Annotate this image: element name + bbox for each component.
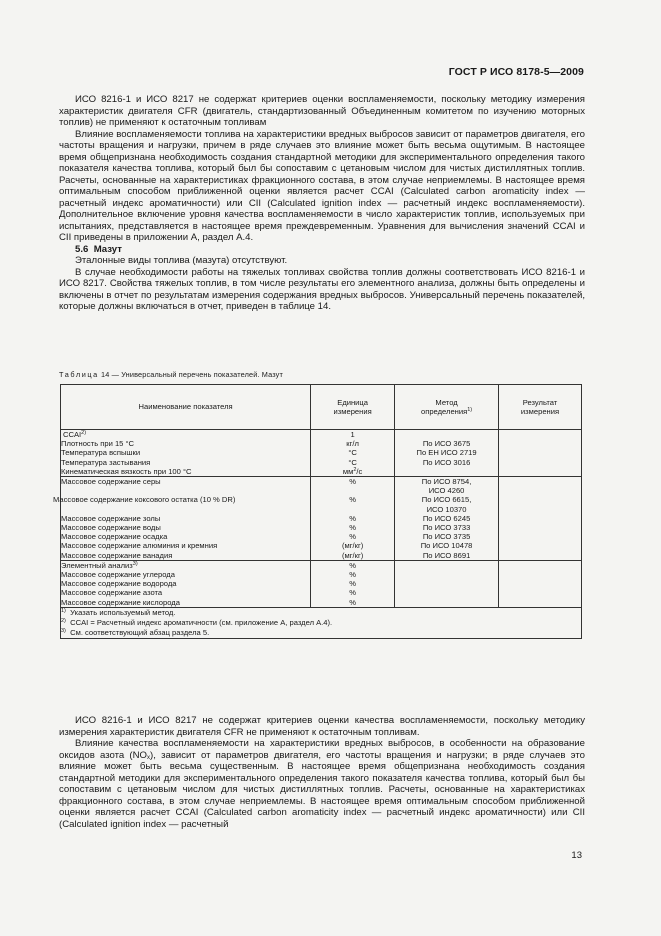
table-row-group-2: Массовое содержание серы Массовое содержание коксового остатка (10 % DR) Массовое содержание золы Массовое содержание воды Массовое содержание осадка Массовое содержание алюминия и кремния Массовое содержание ванадия % % % % % (мг/кг) (мг/кг) По ИСО 8754, ИСО 4260 По ИСО 6615, ИСО 10370 По ИСО 6245 По ИСО 3733 По ИСО 3735 По ИСО 10478 По ИСО 8691: [61, 477, 582, 561]
table-header-row: [61, 385, 582, 430]
col-header-unit: Единица измерения: [311, 385, 395, 430]
col-header-result: Результат измерения: [499, 385, 582, 430]
page-number: 13: [571, 850, 582, 861]
table-row-group-3: Элементный анализ$^{3)}$ Массовое содержание углерода Массовое содержание водорода Массовое содержание азота Массовое содержание кислорода % % % % %: [61, 560, 582, 607]
section-heading: [59, 244, 585, 256]
bottom-text-block: [59, 715, 585, 830]
footnote: $^{1)}$ Указать используемый метод.: [61, 607, 176, 617]
footnote: $^{3)}$ См. соответствующий абзац раздела 5.: [61, 627, 210, 637]
fuel-properties-table: [53, 384, 582, 639]
paragraph: Влияние качества воспламеняемости на характеристики вредных выбросов, в особенности на образование оксидов азота $(NO_x)$, зависит от параметров двигателя, его частоты вращения и нагрузки; в ряде случаев это влияние может быть весьма существенным. В настоящее время общепризнана необходимость создания стандартной методики для экспериментального определения такого показателя качества топлива, который был бы сопоставим с цетановым числом для чистых дистиллятных топлив. Расчеты, основанные на характеристиках фракционного состава, в этом случае неприемлемы. В настоящее время оптимальным способом приближенной оценки является расчет CCAI (Calculated carbon aromaticity index — расчетный индекс ароматичности) или CII (Calculated ignition index — расчетный: [59, 738, 585, 830]
table-notes-row: [61, 607, 582, 638]
paragraph: Эталонные виды топлива (мазута) отсутствуют.: [75, 255, 288, 266]
paragraph: ИСО 8216-1 и ИСО 8217 не содержат критериев оценки воспламеняемости, поскольку методику измерения характеристик двигателя CFR (двигатель, стандартизованный Объединенным комитетом по изучению моторных топлив) не применяют к остаточным топливам: [59, 94, 585, 128]
col-header-method: Метод определения$^{1)}$: [395, 385, 499, 430]
table-caption: Таблица 14 — Универсальный перечень показателей. Мазут: [59, 370, 283, 379]
col-header-name: Наименование показателя: [61, 385, 311, 430]
document-id-header: ГОСТ Р ИСО 8178-5—2009: [448, 66, 584, 78]
table-row-group-1: CCAI$^{2)}$ Плотность при 15 °С Температура вспышки Температура застывания Кинематическая вязкость при 100 °С 1 кг/л °С °С $мм^2/с$ По ИСО 3675 По ЕН ИСО 2719 По ИСО 3016: [61, 430, 582, 477]
section-title: Мазут: [93, 243, 122, 255]
paragraph: ИСО 8216-1 и ИСО 8217 не содержат критериев оценки качества воспламеняемости, поскольку методику измерения характеристик двигателя CFR не применяют к остаточным топливам.: [59, 715, 585, 738]
top-text-block: [59, 94, 585, 313]
paragraph: В случае необходимости работы на тяжелых топливах свойства топлив должны соответствовать ИСО 8216-1 и ИСО 8217. Свойства тяжелых топлив, в том числе результаты его элементного анализа, должны быть определены и включены в отчет по результатам измерения содержания вредных выбросов. Универсальный перечень показателей, которые должны включаться в отчет, приведен в таблице 14.: [59, 266, 585, 312]
paragraph: Влияние воспламеняемости топлива на характеристики вредных выбросов зависит от параметров двигателя, его частоты вращения и нагрузки, причем в ряде случаев это влияние может быть весьма ощутимым. В настоящее время общепризнана необходимость создания стандартной методики для экспериментального определения такого показателя качества топлива, который был бы сопоставим с цетановым числом для чистых дистиллятных топлив. Расчеты, основанные на характеристиках фракционного состава, в этом случае неприемлемы. В настоящее время оптимальным способом приближенной оценки является расчет CCAI (Calculated carbon aromaticity index — расчетный индекс ароматичности) или CII (Calculated ignition index — расчетный индекс воспламеняемости). Дополнительное включение уровня качества воспламеняемости в число характеристик топлив, используемых при испытаниях, представляется в настоящее время преждевременным. Уравнения для вычисления значений CCAI и CII приведены в приложении А, раздел А.4.: [59, 128, 585, 243]
footnote: $^{2)}$ CCAI = Расчетный индекс ароматичности (см. приложение А, раздел А.4).: [61, 617, 333, 627]
section-number: 5.6: [75, 243, 89, 255]
